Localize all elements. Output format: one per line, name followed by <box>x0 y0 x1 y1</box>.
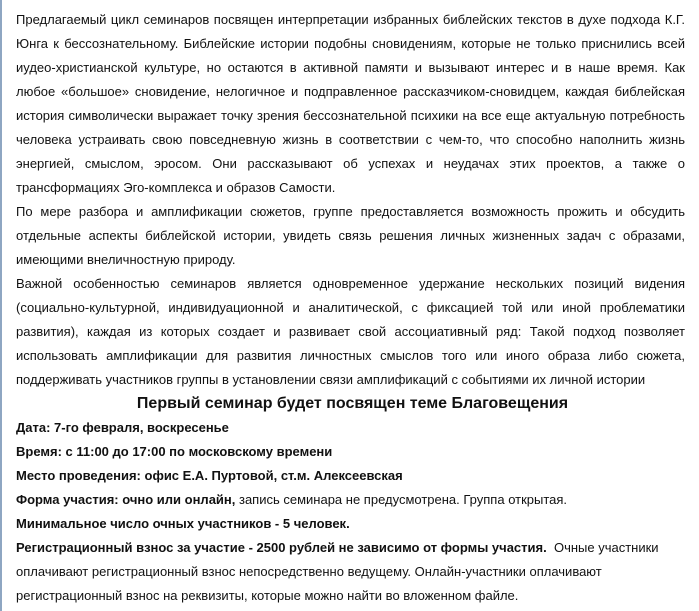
fee-note: Очные участники оплачивают регистрационный взнос непосредственно ведущему. Онлайн-участники оплачивают регистрационный взнос на реквизиты, которые можно найти во вложенном файле. <box>16 540 663 603</box>
document-body <box>16 8 685 608</box>
seminar-min-participants: Минимальное число очных участников - 5 человек. <box>16 516 350 531</box>
seminar-place: Место проведения: офис Е.А. Пуртовой, ст.м. Алексеевская <box>16 468 403 483</box>
format-label: Форма участия: очно или онлайн, <box>16 492 236 507</box>
seminar-time: Время: с 11:00 до 17:00 по московскому времени <box>16 444 333 459</box>
left-border <box>0 0 2 611</box>
intro-paragraph-2: По мере разбора и амплификации сюжетов, группе предоставляется возможность прожить и обсудить отдельные аспекты библейской истории, увидеть связь решения личных жизненных задач с образами, имеющими внеличностную природу. <box>16 204 685 267</box>
seminar-heading: Первый семинар будет посвящен теме Благовещения <box>136 395 569 412</box>
seminar-format <box>16 488 685 512</box>
seminar-date: Дата: 7-го февраля, воскресенье <box>16 420 229 435</box>
format-note: запись семинара не предусмотрена. Группа открытая. <box>235 492 568 507</box>
fee-label: Регистрационный взнос за участие - 2500 рублей не зависимо от формы участия. <box>16 540 547 555</box>
intro-paragraph-1: Предлагаемый цикл семинаров посвящен интерпретации избранных библейских текстов в духе подхода К.Г. Юнга к бессознательному. Библейские истории подобны сновидениям, которые не только приснились всей иудео-христианской культуре, но остаются в активной памяти и вызывают интерес и в наше время. Как любое «большое» сновидение, нелогичное и подправленное рассказчиком-сновидцем, каждая библейская история символически выражает точку зрения бессознательной психики на все еще актуальную потребность человека устраивать свою повседневную жизнь в соответствии с чем-то, что способно наполнить жизнь энергией, смыслом, эросом. Они рассказывают об успехах и неудачах этих проектов, а также о трансформациях Эго-комплекса и образов Самости. <box>16 12 685 195</box>
seminar-fee <box>16 536 685 608</box>
intro-paragraph-3: Важной особенностью семинаров является одновременное удержание нескольких позиций видения (социально-культурной, индивидуационной и аналитической, с фиксацией той или иной проблематики развития), каждая из которых создает и развивает свой ассоциативный ряд: Такой подход позволяет использовать амплификации для развития личностных смыслов того или иного образа либо сюжета, поддерживать участников группы в установлении связи амплификаций с событиями их личной истории <box>16 276 685 387</box>
